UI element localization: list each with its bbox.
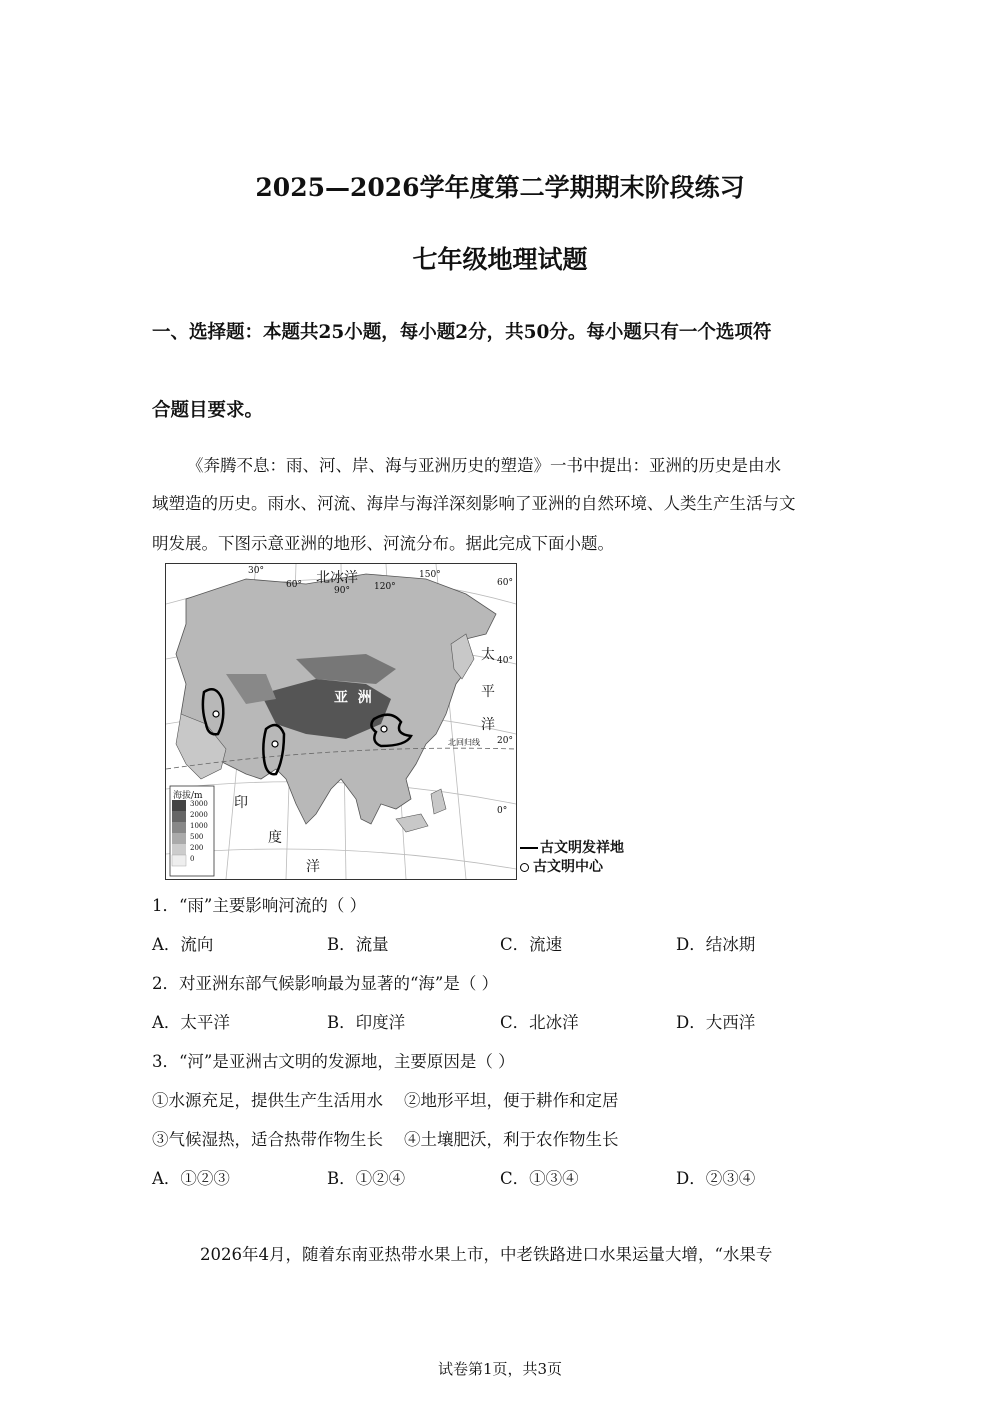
elevation-level: 500	[190, 833, 204, 841]
intro-line3: 明发展。下图示意亚洲的地形、河流分布。据此完成下面小题。	[152, 534, 614, 553]
latitude-label: 0°	[497, 806, 508, 816]
q2-option-d[interactable]: D．大西洋	[676, 1013, 756, 1032]
question-1-stem: 1．“雨”主要影响河流的（ ）	[152, 896, 367, 915]
q2-option-b[interactable]: B．印度洋	[327, 1013, 406, 1032]
elevation-legend-title: 海拔/m	[173, 791, 203, 801]
section-heading-line2: 合题目要求。	[152, 400, 264, 421]
latitude-label: 20°	[497, 736, 513, 746]
elevation-level: 3000	[190, 800, 208, 808]
q3-option-a[interactable]: A．①②③	[152, 1169, 230, 1188]
map-label-indian-1: 印	[234, 795, 248, 811]
q1-option-a[interactable]: A．流向	[152, 935, 214, 954]
center-circle-icon	[520, 863, 529, 872]
page-subtitle: 七年级地理试题	[412, 245, 588, 274]
intro-line1: 《奔腾不息：雨、河、岸、海与亚洲历史的塑造》一书中提出：亚洲的历史是由水	[187, 456, 781, 475]
longitude-label: 120°	[374, 582, 396, 592]
page-title: 2025—2026学年度第二学期期末阶段练习	[255, 173, 745, 202]
elevation-level: 1000	[190, 822, 208, 830]
next-passage: 2026年4月，随着东南亚热带水果上市，中老铁路进口水果运量大增，“水果专	[200, 1245, 773, 1264]
legend-birthplace-label: 古文明发祥地	[540, 840, 624, 856]
longitude-label: 30°	[248, 566, 264, 576]
q2-option-c[interactable]: C．北冰洋	[500, 1013, 579, 1032]
longitude-label: 90°	[334, 586, 350, 596]
legend-birthplace	[520, 837, 624, 857]
q3-option-b[interactable]: B．①②④	[327, 1169, 406, 1188]
map-label-asia: 亚 洲	[334, 690, 372, 706]
map-label-pacific-3: 洋	[481, 717, 495, 733]
q1-option-b[interactable]: B．流量	[327, 935, 389, 954]
map-label-indian-3: 洋	[306, 859, 320, 875]
map-label-indian-2: 度	[268, 830, 282, 846]
q3-statements-line1: ①水源充足，提供生产生活用水 ②地形平坦，便于耕作和定居	[152, 1091, 619, 1110]
q1-option-d[interactable]: D．结冰期	[676, 935, 756, 954]
legend-center-label: 古文明中心	[533, 859, 603, 875]
q2-option-a[interactable]: A．太平洋	[152, 1013, 230, 1032]
legend-center	[520, 856, 603, 876]
asia-map	[165, 563, 517, 880]
elevation-level: 2000	[190, 811, 208, 819]
section-heading-line1: 一、选择题：本题共25小题，每小题2分，共50分。每小题只有一个选项符	[152, 322, 772, 343]
map-label-tropic: 北回归线	[448, 738, 480, 747]
map-label-pacific-2: 平	[481, 684, 495, 700]
latitude-label: 40°	[497, 656, 513, 666]
q3-statements-line2: ③气候湿热，适合热带作物生长 ④土壤肥沃，利于农作物生长	[152, 1130, 619, 1149]
elevation-level: 0	[190, 855, 195, 863]
asia-map-graphic	[166, 564, 516, 879]
longitude-label: 60°	[286, 580, 302, 590]
question-2-stem: 2．对亚洲东部气候影响最为显著的“海”是（ ）	[152, 974, 499, 993]
q3-option-c[interactable]: C．①③④	[500, 1169, 579, 1188]
latitude-label: 60°	[497, 578, 513, 588]
map-label-pacific-1: 太	[481, 647, 495, 663]
page-footer: 试卷第1页，共3页	[437, 1360, 563, 1378]
q1-option-c[interactable]: C．流速	[500, 935, 563, 954]
longitude-label: 150°	[419, 570, 441, 580]
map-label-arctic: 北冰洋	[316, 570, 358, 586]
question-3-stem: 3．“河”是亚洲古文明的发源地，主要原因是（ ）	[152, 1052, 515, 1071]
q3-option-d[interactable]: D．②③④	[676, 1169, 756, 1188]
birthplace-line-icon	[520, 847, 538, 849]
intro-line2: 域塑造的历史。雨水、河流、海岸与海洋深刻影响了亚洲的自然环境、人类生产生活与文	[152, 494, 796, 513]
elevation-level: 200	[190, 844, 204, 852]
